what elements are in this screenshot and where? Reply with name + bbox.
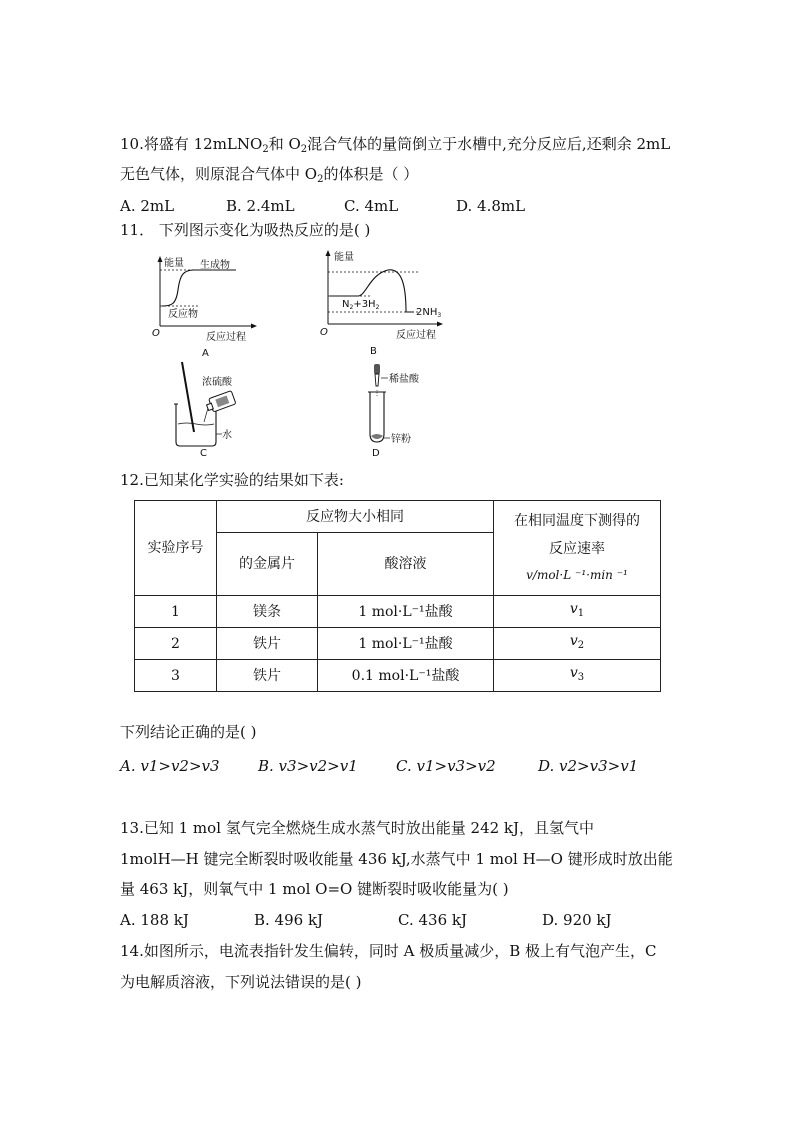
figure-c-dilution-apparatus [164,360,274,458]
q12-stem: 12.已知某化学实验的结果如下表: [120,471,344,489]
figure-b-energy-diagram [318,248,448,358]
figure-a-x-arrow [251,324,257,329]
figure-a-y-arrow [158,256,163,262]
figure-d-label-acid: 稀盐酸 [389,374,419,385]
figure-b-reactant-label: $N_2+3H_2$ [342,299,380,311]
q10-option-d: D. 4.8mL [456,197,526,215]
q10-option-c: C. 4mL [344,197,399,215]
q13-option-d: D. 920 kJ [542,911,612,929]
figure-b-y-arrow [326,250,331,256]
q10-option-a: A. 2mL [120,197,175,215]
q13-option-b: B. 496 kJ [254,911,324,929]
q13-line2: 1molH—H 键完全断裂时吸收能量 436 kJ,水蒸气中 1 mol H—O 键形成时放出能 [120,850,673,868]
figure-c-glass-rod [182,362,194,432]
table-header-metal: 的金属片 [217,533,318,596]
table-header-seq: 实验序号 [135,501,217,596]
q12-option-c: C. v1>v3>v2 [396,757,496,775]
q10-line2: 无色气体，则原混合气体中 $O_2$的体积是（ ） [120,165,419,185]
q14-line1: 14.如图所示，电流表指针发生偏转，同时 A 极质量减少，B 极上有气泡产生，C [120,942,657,960]
table-header-rate: 在相同温度下测得的 反应速率 v/mol·L ⁻¹·min ⁻¹ [494,501,661,596]
figure-a-energy-diagram [150,254,260,360]
figure-a-caption: A [202,348,209,359]
q12-conclusion: 下列结论正确的是( ) [120,723,257,741]
figure-a-reactant-label: 反应物 [168,309,198,320]
figure-d-caption: D [372,448,380,458]
q12-option-d: D. v2>v3>v1 [538,757,639,775]
table-row: 3 铁片 0.1 mol·L⁻¹盐酸 $v_3$ [135,660,661,692]
q13-option-c: C. 436 kJ [398,911,467,929]
figure-a-ylabel: 能量 [164,258,184,269]
figure-d-test-tube [360,362,450,458]
q10-options [120,196,680,216]
figure-a-product-label: 生成物 [200,260,230,271]
figure-b-x-arrow [437,322,443,327]
figure-c-caption: C [200,448,207,458]
q14-line2: 为电解质溶液，下列说法错误的是( ) [120,973,362,991]
q10-line1: 10.将盛有 12mLNO$_2$和 $O_2$混合气体的量筒倒立于水槽中,充分反应后,还剩余 2mL [120,135,671,155]
table-header-same-size: 反应物大小相同 [217,501,494,533]
q13-line1: 13.已知 1 mol 氢气完全燃烧生成水蒸气时放出能量 242 kJ，且氢气中 [120,819,595,837]
q10-option-b: B. 2.4mL [226,197,295,215]
q13-options [120,910,680,930]
experiment-table [134,500,661,692]
table-header-acid: 酸溶液 [318,533,494,596]
figure-b-origin: O [320,327,328,338]
q12-option-b: B. v3>v2>v1 [258,757,358,775]
figure-d-dropper-bulb [374,364,380,374]
figure-c-reagent-bottle [205,391,236,414]
figure-c-water-surface [178,423,214,425]
figure-c-acid-stream [204,408,208,422]
figure-d-dropper-tip [375,374,379,386]
figure-a-xlabel: 反应过程 [206,332,246,343]
figure-b-xlabel: 反应过程 [396,330,436,341]
table-row: 1 镁条 1 mol·L⁻¹盐酸 $v_1$ [135,596,661,628]
figure-d-label-zinc: 锌粉 [391,434,411,445]
figure-b-ylabel: 能量 [334,252,354,263]
q13-option-a: A. 188 kJ [120,911,189,929]
q11-stem: 11． 下列图示变化为吸热反应的是( ) [120,221,371,239]
q13-line3: 量 463 kJ，则氧气中 1 mol O=O 键断裂时吸收能量为( ) [120,880,509,898]
figure-a-origin: O [152,328,160,339]
q12-option-a: A. v1>v2>v3 [120,757,220,775]
table-row: 2 铁片 1 mol·L⁻¹盐酸 $v_2$ [135,628,661,660]
q12-options [120,756,680,776]
figure-c-label-water: 水 [222,430,232,441]
figure-a-curve [162,270,236,306]
figure-d-zinc-powder [371,434,383,439]
figure-c-label-acid: 浓硫酸 [202,377,232,388]
figure-b-caption: B [370,346,377,357]
figure-b-product-label: $2NH_3$ [416,307,442,319]
